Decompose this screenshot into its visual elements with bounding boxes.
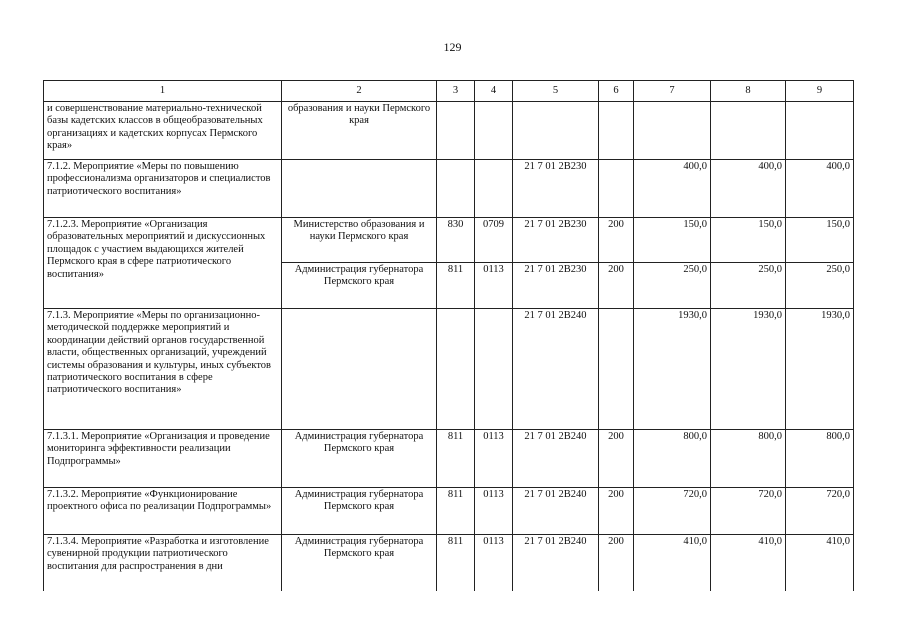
amount-year-3: 400,0	[786, 160, 854, 218]
section-code: 0113	[475, 263, 513, 309]
amount-year-1: 400,0	[634, 160, 711, 218]
amount-year-2: 150,0	[711, 218, 786, 263]
table-row	[44, 535, 854, 591]
expense-type-code	[599, 160, 634, 218]
amount-year-2: 720,0	[711, 488, 786, 535]
amount-year-1: 1930,0	[634, 309, 711, 430]
amount-year-2	[711, 102, 786, 160]
expense-type-code: 200	[599, 430, 634, 488]
amount-year-3: 410,0	[786, 535, 854, 591]
column-header: 2	[282, 81, 437, 102]
section-code: 0113	[475, 430, 513, 488]
column-header: 8	[711, 81, 786, 102]
section-code	[475, 160, 513, 218]
responsible-org	[282, 309, 437, 430]
target-article-code: 21 7 01 2В230	[513, 160, 599, 218]
page-number: 129	[443, 40, 462, 54]
amount-year-2: 800,0	[711, 430, 786, 488]
table-row	[44, 218, 854, 263]
responsible-org: Администрация губернатора Пермского края	[282, 430, 437, 488]
activity-name: и совершенствование материально-технической базы кадетских классов в общеобразовательных организациях и кадетских корпусах Пермского края»	[44, 102, 282, 160]
target-article-code: 21 7 01 2В240	[513, 430, 599, 488]
amount-year-3: 250,0	[786, 263, 854, 309]
table-row	[44, 102, 854, 160]
amount-year-3: 720,0	[786, 488, 854, 535]
responsible-org: Администрация губернатора Пермского края	[282, 488, 437, 535]
target-article-code: 21 7 01 2В230	[513, 218, 599, 263]
activity-name: 7.1.2.3. Мероприятие «Организация образовательных мероприятий и дискуссионных площадок с участием выдающихся жителей Пермского края в сфере патриотического воспитания»	[44, 218, 282, 309]
target-article-code: 21 7 01 2В240	[513, 535, 599, 591]
expense-type-code: 200	[599, 218, 634, 263]
expense-type-code: 200	[599, 535, 634, 591]
section-code	[475, 102, 513, 160]
responsible-org: Министерство образования и науки Пермского края	[282, 218, 437, 263]
column-header: 4	[475, 81, 513, 102]
amount-year-2: 250,0	[711, 263, 786, 309]
amount-year-3	[786, 102, 854, 160]
grbs-code: 811	[437, 430, 475, 488]
expense-type-code	[599, 102, 634, 160]
amount-year-1: 720,0	[634, 488, 711, 535]
grbs-code: 811	[437, 535, 475, 591]
column-header: 1	[44, 81, 282, 102]
amount-year-1: 800,0	[634, 430, 711, 488]
activity-name: 7.1.2. Мероприятие «Меры по повышению профессионализма организаторов и специалистов патриотического воспитания»	[44, 160, 282, 218]
amount-year-1: 250,0	[634, 263, 711, 309]
grbs-code: 830	[437, 218, 475, 263]
amount-year-1: 410,0	[634, 535, 711, 591]
amount-year-3: 1930,0	[786, 309, 854, 430]
activity-name: 7.1.3.2. Мероприятие «Функционирование проектного офиса по реализации Подпрограммы»	[44, 488, 282, 535]
amount-year-3: 800,0	[786, 430, 854, 488]
column-header: 9	[786, 81, 854, 102]
table-row	[44, 488, 854, 535]
grbs-code	[437, 102, 475, 160]
section-code	[475, 309, 513, 430]
table-row	[44, 309, 854, 430]
section-code: 0709	[475, 218, 513, 263]
activity-name: 7.1.3.4. Мероприятие «Разработка и изготовление сувенирной продукции патриотического воспитания для распространения в дни	[44, 535, 282, 591]
grbs-code	[437, 309, 475, 430]
amount-year-3: 150,0	[786, 218, 854, 263]
amount-year-1: 150,0	[634, 218, 711, 263]
grbs-code	[437, 160, 475, 218]
responsible-org: образования и науки Пермского края	[282, 102, 437, 160]
responsible-org	[282, 160, 437, 218]
column-header: 3	[437, 81, 475, 102]
amount-year-1	[634, 102, 711, 160]
section-code: 0113	[475, 488, 513, 535]
activity-name: 7.1.3.1. Мероприятие «Организация и проведение мониторинга эффективности реализации Подпрограммы»	[44, 430, 282, 488]
grbs-code: 811	[437, 263, 475, 309]
amount-year-2: 1930,0	[711, 309, 786, 430]
grbs-code: 811	[437, 488, 475, 535]
column-header: 6	[599, 81, 634, 102]
section-code: 0113	[475, 535, 513, 591]
column-header: 7	[634, 81, 711, 102]
amount-year-2: 410,0	[711, 535, 786, 591]
target-article-code: 21 7 01 2В240	[513, 309, 599, 430]
target-article-code: 21 7 01 2В230	[513, 263, 599, 309]
activity-name: 7.1.3. Мероприятие «Меры по организационно-методической поддержке мероприятий и координации действий органов государственной власти, общественных организаций, учреждений системы образования и культуры, иных субъектов патриотического воспитания в сфере патриотического воспитания»	[44, 309, 282, 430]
amount-year-2: 400,0	[711, 160, 786, 218]
expense-type-code: 200	[599, 263, 634, 309]
table-row	[44, 430, 854, 488]
target-article-code	[513, 102, 599, 160]
expense-type-code	[599, 309, 634, 430]
budget-table	[43, 80, 854, 591]
responsible-org: Администрация губернатора Пермского края	[282, 535, 437, 591]
table-row	[44, 160, 854, 218]
column-header: 5	[513, 81, 599, 102]
expense-type-code: 200	[599, 488, 634, 535]
header-row	[44, 81, 854, 102]
responsible-org: Администрация губернатора Пермского края	[282, 263, 437, 309]
target-article-code: 21 7 01 2В240	[513, 488, 599, 535]
